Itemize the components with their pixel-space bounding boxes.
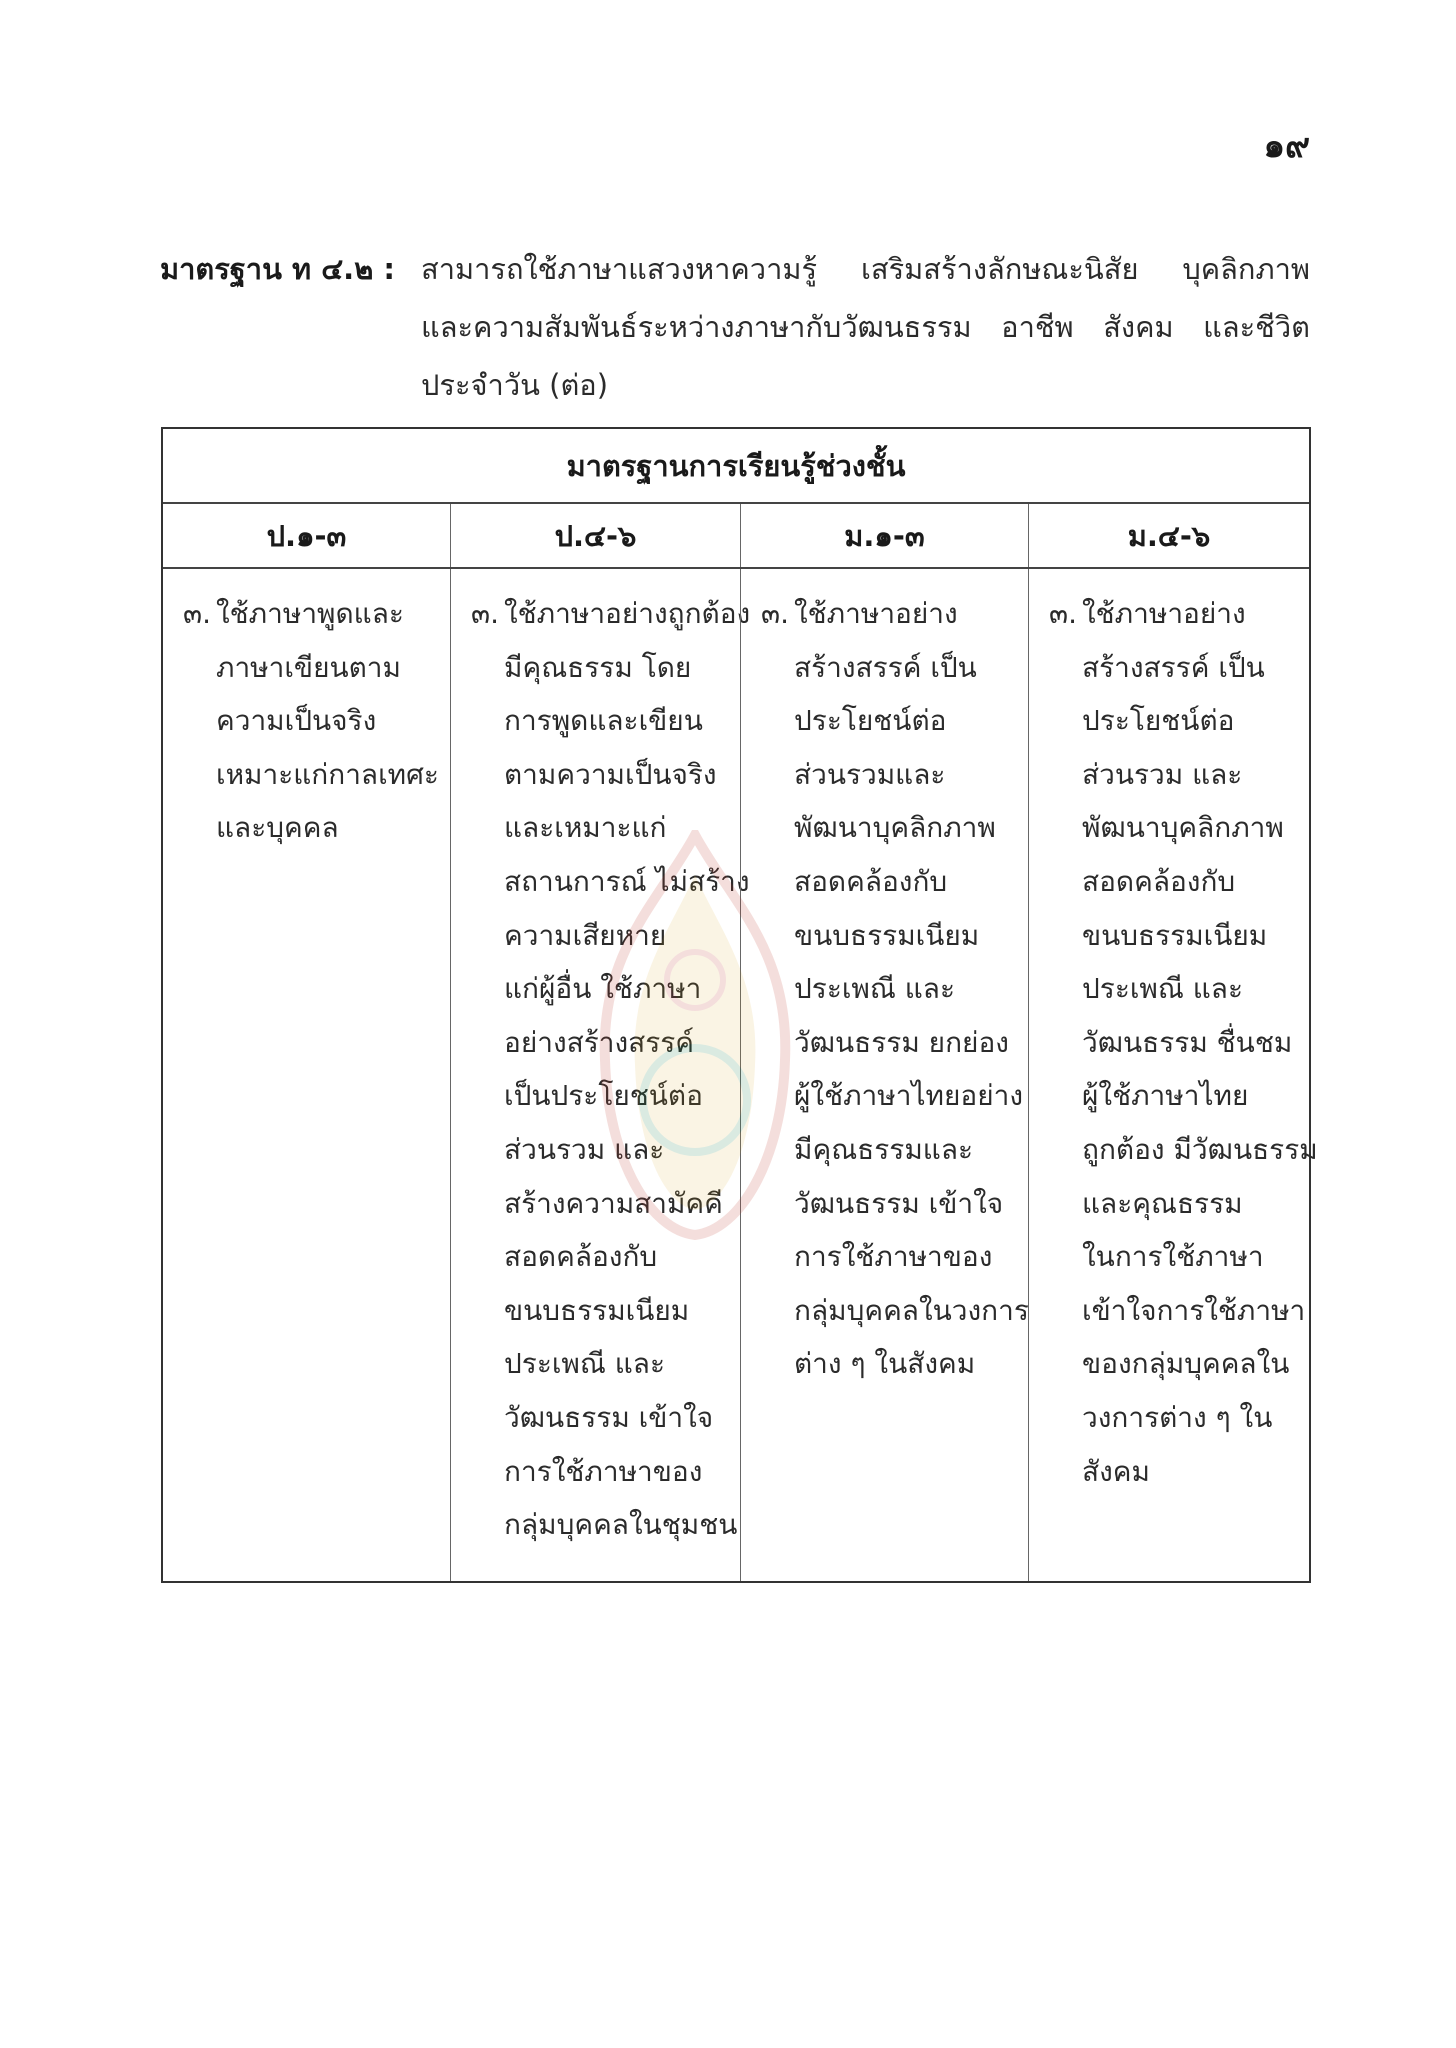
item-text-line: ขนบธรรมเนียม xyxy=(1082,918,1268,952)
item-text-line: วัฒนธรรม ชื่นชม xyxy=(1082,1025,1293,1059)
item-text-line: ตามความเป็นจริง xyxy=(504,757,717,791)
item-text-line: และเหมาะแก่ xyxy=(504,811,667,845)
standard-text-line-1: สามารถใช้ภาษาแสวงหาความรู้ เสริมสร้างลักษณะนิสัย บุคลิกภาพ xyxy=(421,252,1310,286)
item-text-line: มีคุณธรรม โดย xyxy=(504,650,692,684)
page-number: ๑๙ xyxy=(1263,126,1310,166)
item-text-line: ถูกต้อง มีวัฒนธรรม xyxy=(1082,1132,1318,1166)
item-text-line: เป็นประโยชน์ต่อ xyxy=(504,1079,703,1113)
item-text-line: ใช้ภาษาพูดและ xyxy=(216,597,404,630)
table-header-row xyxy=(163,504,1309,569)
item-text-line: ส่วนรวม และ xyxy=(504,1132,665,1166)
item-text-line: ใช้ภาษาอย่าง xyxy=(794,597,958,630)
item-text xyxy=(216,587,450,855)
item-number: ๓. xyxy=(471,597,500,630)
item-text-line: ความเสียหาย xyxy=(504,918,667,952)
standard-label: มาตรฐาน ท ๔.๒ : xyxy=(160,252,396,286)
item-text-line: ประโยชน์ต่อ xyxy=(1082,704,1235,738)
item-number: ๓. xyxy=(761,597,790,630)
item-text-line: สอดคล้องกับ xyxy=(504,1240,658,1274)
item-text-line: ประเพณี และ xyxy=(794,972,955,1006)
item-text-line: ภาษาเขียนตาม xyxy=(216,650,401,684)
header-p4-6: ป.๔-๖ xyxy=(450,504,740,567)
item-text-line: ส่วนรวมและ xyxy=(794,757,946,791)
item-text-line: สอดคล้องกับ xyxy=(794,864,948,898)
item-text-line: กลุ่มบุคคลในชุมชน xyxy=(504,1508,738,1542)
item-text-line: แก่ผู้อื่น ใช้ภาษา xyxy=(504,972,702,1006)
item-text-line: สถานการณ์ ไม่สร้าง xyxy=(504,864,750,898)
item-text-line: มีคุณธรรมและ xyxy=(794,1132,974,1166)
item-text-line: ต่าง ๆ ในสังคม xyxy=(794,1347,976,1381)
item-text-line: ขนบธรรมเนียม xyxy=(794,918,980,952)
item-text-line: ของกลุ่มบุคคลใน xyxy=(1082,1347,1290,1381)
standard-text-line-3: ประจำวัน (ต่อ) xyxy=(421,368,609,402)
item-text-line: การพูดและเขียน xyxy=(504,704,703,738)
item-text-line: วัฒนธรรม เข้าใจ xyxy=(794,1186,1004,1220)
cell-p1-3 xyxy=(163,569,450,1581)
item-text-line: ใช้ภาษาอย่าง xyxy=(1082,597,1246,630)
item-text-line: สังคม xyxy=(1082,1454,1150,1488)
item-text-line: ผู้ใช้ภาษาไทย xyxy=(1082,1079,1249,1113)
standard-text-line-2: และความสัมพันธ์ระหว่างภาษากับวัฒนธรรม อาชีพ สังคม และชีวิต xyxy=(421,310,1310,344)
item-text-line: อย่างสร้างสรรค์ xyxy=(504,1025,695,1059)
item-text-line: ขนบธรรมเนียม xyxy=(504,1293,690,1327)
item-number: ๓. xyxy=(183,597,212,630)
item-text-line: เข้าใจการใช้ภาษา xyxy=(1082,1293,1306,1327)
item-text xyxy=(504,587,751,1552)
item-text-line: และบุคคล xyxy=(216,811,339,845)
table-body-row xyxy=(163,569,1318,1581)
cell-m1-3 xyxy=(740,569,1028,1581)
item-number: ๓. xyxy=(1049,597,1078,630)
item-text xyxy=(794,587,1028,1391)
item-text-line: ประเพณี และ xyxy=(504,1347,665,1381)
item-text-line: สอดคล้องกับ xyxy=(1082,864,1236,898)
item-text-line: ใช้ภาษาอย่างถูกต้อง xyxy=(504,597,751,630)
item-text-line: ส่วนรวม และ xyxy=(1082,757,1243,791)
item-text-line: การใช้ภาษาของ xyxy=(504,1454,703,1488)
item-text-line: ในการใช้ภาษา xyxy=(1082,1240,1264,1274)
item-text-line: สร้างสรรค์ เป็น xyxy=(1082,650,1265,684)
header-p1-3: ป.๑-๓ xyxy=(266,518,347,553)
cell-m4-6 xyxy=(1028,569,1318,1581)
item-text-line: พัฒนาบุคลิกภาพ xyxy=(794,811,996,845)
item-text-line: การใช้ภาษาของ xyxy=(794,1240,993,1274)
item-text-line: กลุ่มบุคคลในวงการ xyxy=(794,1293,1029,1327)
item-text-line: วัฒนธรรม เข้าใจ xyxy=(504,1400,714,1434)
item-text xyxy=(1082,587,1318,1498)
cell-p4-6 xyxy=(450,569,751,1581)
item-text-line: สร้างสรรค์ เป็น xyxy=(794,650,977,684)
item-text-line: ผู้ใช้ภาษาไทยอย่าง xyxy=(794,1079,1024,1113)
item-text-line: และคุณธรรม xyxy=(1082,1186,1243,1220)
learning-standards-table xyxy=(161,427,1318,1583)
table-title: มาตรฐานการเรียนรู้ช่วงชั้น xyxy=(163,429,1309,504)
item-text-line: ความเป็นจริง xyxy=(216,704,377,738)
item-text-line: เหมาะแก่กาลเทศะ xyxy=(216,757,439,791)
item-text-line: พัฒนาบุคลิกภาพ xyxy=(1082,811,1284,845)
item-text-line: ประโยชน์ต่อ xyxy=(794,704,947,738)
item-text-line: วงการต่าง ๆ ใน xyxy=(1082,1400,1273,1434)
header-m1-3: ม.๑-๓ xyxy=(740,504,1028,567)
item-text-line: สร้างความสามัคคี xyxy=(504,1186,723,1220)
item-text-line: วัฒนธรรม ยกย่อง xyxy=(794,1025,1009,1059)
header-m4-6: ม.๔-๖ xyxy=(1028,504,1309,567)
item-text-line: ประเพณี และ xyxy=(1082,972,1243,1006)
